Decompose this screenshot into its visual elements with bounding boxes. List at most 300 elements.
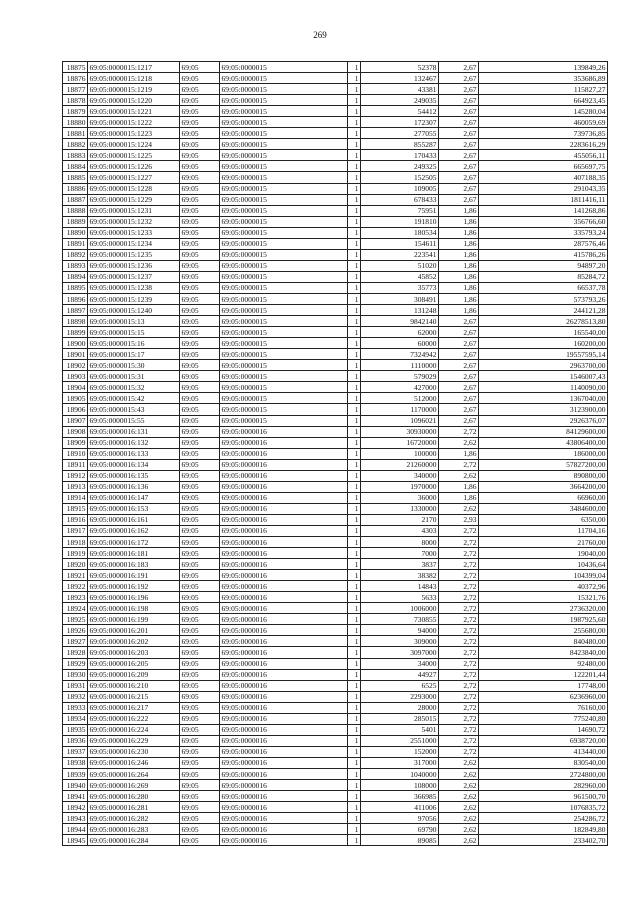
rate-cell: 1,86: [439, 260, 479, 271]
value-cell: 739736,85: [479, 128, 608, 139]
cadastral-number-cell: 69:05:0000016:210: [88, 680, 180, 691]
table-row: [63, 238, 608, 249]
area-cell: 4303: [361, 525, 439, 536]
area-cell: 131248: [361, 305, 439, 316]
area-cell: 2170: [361, 514, 439, 525]
area-cell: 36000: [361, 492, 439, 503]
quarter-code-cell: 69:05:0000016: [220, 647, 348, 658]
count-cell: 1: [348, 625, 361, 636]
area-cell: 678433: [361, 194, 439, 205]
rate-cell: 2,72: [439, 746, 479, 757]
cadastral-number-cell: 69:05:0000015:1235: [88, 249, 180, 260]
quarter-code-cell: 69:05:0000016: [220, 658, 348, 669]
area-cell: 6525: [361, 680, 439, 691]
rate-cell: 2,72: [439, 724, 479, 735]
district-code-cell: 69:05: [180, 360, 220, 371]
district-code-cell: 69:05: [180, 404, 220, 415]
cadastral-number-cell: 69:05:0000016:132: [88, 437, 180, 448]
area-cell: 249035: [361, 95, 439, 106]
row-number-cell: 18882: [63, 139, 88, 150]
rate-cell: 2,72: [439, 459, 479, 470]
cadastral-number-cell: 69:05:0000015:1233: [88, 227, 180, 238]
row-number-cell: 18930: [63, 669, 88, 680]
value-cell: 19040,00: [479, 548, 608, 559]
quarter-code-cell: 69:05:0000016: [220, 559, 348, 570]
quarter-code-cell: 69:05:0000015: [220, 205, 348, 216]
row-number-cell: 18945: [63, 835, 88, 846]
district-code-cell: 69:05: [180, 625, 220, 636]
value-cell: 66960,00: [479, 492, 608, 503]
table-row: [63, 305, 608, 316]
district-code-cell: 69:05: [180, 426, 220, 437]
row-number-cell: 18908: [63, 426, 88, 437]
area-cell: 5633: [361, 592, 439, 603]
count-cell: 1: [348, 448, 361, 459]
count-cell: 1: [348, 514, 361, 525]
district-code-cell: 69:05: [180, 669, 220, 680]
row-number-cell: 18881: [63, 128, 88, 139]
district-code-cell: 69:05: [180, 371, 220, 382]
area-cell: 8000: [361, 537, 439, 548]
cadastral-number-cell: 69:05:0000015:42: [88, 393, 180, 404]
table-row: [63, 647, 608, 658]
value-cell: 415786,26: [479, 249, 608, 260]
rate-cell: 2,72: [439, 636, 479, 647]
rate-cell: 2,62: [439, 780, 479, 791]
cadastral-number-cell: 69:05:0000015:1222: [88, 117, 180, 128]
quarter-code-cell: 69:05:0000016: [220, 780, 348, 791]
area-cell: 277055: [361, 128, 439, 139]
rate-cell: 2,62: [439, 757, 479, 768]
value-cell: 84129600,00: [479, 426, 608, 437]
quarter-code-cell: 69:05:0000015: [220, 338, 348, 349]
district-code-cell: 69:05: [180, 813, 220, 824]
table-row: [63, 282, 608, 293]
cadastral-number-cell: 69:05:0000015:32: [88, 382, 180, 393]
area-cell: 44927: [361, 669, 439, 680]
rate-cell: 2,72: [439, 669, 479, 680]
rate-cell: 2,67: [439, 161, 479, 172]
value-cell: 94897,20: [479, 260, 608, 271]
cadastral-number-cell: 69:05:0000015:1223: [88, 128, 180, 139]
quarter-code-cell: 69:05:0000015: [220, 382, 348, 393]
row-number-cell: 18884: [63, 161, 88, 172]
rate-cell: 2,62: [439, 470, 479, 481]
value-cell: 775240,80: [479, 713, 608, 724]
value-cell: 356766,60: [479, 216, 608, 227]
area-cell: 38382: [361, 570, 439, 581]
table-row: [63, 393, 608, 404]
rate-cell: 2,67: [439, 117, 479, 128]
count-cell: 1: [348, 393, 361, 404]
table-row: [63, 757, 608, 768]
cadastral-number-cell: 69:05:0000016:280: [88, 791, 180, 802]
count-cell: 1: [348, 537, 361, 548]
area-cell: 1096021: [361, 415, 439, 426]
value-cell: 26278513,80: [479, 316, 608, 327]
district-code-cell: 69:05: [180, 824, 220, 835]
district-code-cell: 69:05: [180, 503, 220, 514]
district-code-cell: 69:05: [180, 470, 220, 481]
value-cell: 335793,24: [479, 227, 608, 238]
cadastral-number-cell: 69:05:0000016:196: [88, 592, 180, 603]
count-cell: 1: [348, 161, 361, 172]
table-row: [63, 95, 608, 106]
row-number-cell: 18902: [63, 360, 88, 371]
row-number-cell: 18936: [63, 735, 88, 746]
table-row: [63, 570, 608, 581]
count-cell: 1: [348, 84, 361, 95]
value-cell: 1811416,11: [479, 194, 608, 205]
value-cell: 57827200,00: [479, 459, 608, 470]
cadastral-number-cell: 69:05:0000015:1232: [88, 216, 180, 227]
area-cell: 69790: [361, 824, 439, 835]
value-cell: 43806400,00: [479, 437, 608, 448]
area-cell: 1110000: [361, 360, 439, 371]
quarter-code-cell: 69:05:0000015: [220, 161, 348, 172]
district-code-cell: 69:05: [180, 139, 220, 150]
cadastral-number-cell: 69:05:0000016:246: [88, 757, 180, 768]
value-cell: 76160,00: [479, 702, 608, 713]
row-number-cell: 18943: [63, 813, 88, 824]
area-cell: 2293000: [361, 691, 439, 702]
value-cell: 2926376,07: [479, 415, 608, 426]
quarter-code-cell: 69:05:0000016: [220, 769, 348, 780]
rate-cell: 2,67: [439, 194, 479, 205]
quarter-code-cell: 69:05:0000016: [220, 713, 348, 724]
table-row: [63, 338, 608, 349]
district-code-cell: 69:05: [180, 702, 220, 713]
row-number-cell: 18932: [63, 691, 88, 702]
value-cell: 165540,00: [479, 327, 608, 338]
area-cell: 579029: [361, 371, 439, 382]
district-code-cell: 69:05: [180, 802, 220, 813]
cadastral-number-cell: 69:05:0000016:172: [88, 537, 180, 548]
table-row: [63, 548, 608, 559]
row-number-cell: 18878: [63, 95, 88, 106]
table-row: [63, 592, 608, 603]
rate-cell: 1,86: [439, 492, 479, 503]
cadastral-number-cell: 69:05:0000016:224: [88, 724, 180, 735]
count-cell: 1: [348, 205, 361, 216]
rate-cell: 1,86: [439, 448, 479, 459]
area-cell: 34000: [361, 658, 439, 669]
rate-cell: 2,62: [439, 791, 479, 802]
area-cell: 152505: [361, 172, 439, 183]
value-cell: 10436,64: [479, 559, 608, 570]
area-cell: 172307: [361, 117, 439, 128]
rate-cell: 1,86: [439, 227, 479, 238]
row-number-cell: 18875: [63, 62, 88, 73]
table-row: [63, 680, 608, 691]
row-number-cell: 18903: [63, 371, 88, 382]
area-cell: 512000: [361, 393, 439, 404]
rate-cell: 1,86: [439, 271, 479, 282]
rate-cell: 2,62: [439, 503, 479, 514]
cadastral-number-cell: 69:05:0000016:153: [88, 503, 180, 514]
district-code-cell: 69:05: [180, 305, 220, 316]
quarter-code-cell: 69:05:0000016: [220, 592, 348, 603]
value-cell: 104399,04: [479, 570, 608, 581]
area-cell: 51020: [361, 260, 439, 271]
table-row: [63, 470, 608, 481]
rate-cell: 2,72: [439, 735, 479, 746]
cadastral-number-cell: 69:05:0000015:1225: [88, 150, 180, 161]
count-cell: 1: [348, 603, 361, 614]
value-cell: 665697,75: [479, 161, 608, 172]
value-cell: 407188,35: [479, 172, 608, 183]
district-code-cell: 69:05: [180, 448, 220, 459]
cadastral-number-cell: 69:05:0000015:16: [88, 338, 180, 349]
cadastral-number-cell: 69:05:0000016:230: [88, 746, 180, 757]
value-cell: 85284,72: [479, 271, 608, 282]
row-number-cell: 18929: [63, 658, 88, 669]
table-row: [63, 769, 608, 780]
quarter-code-cell: 69:05:0000015: [220, 194, 348, 205]
district-code-cell: 69:05: [180, 216, 220, 227]
area-cell: 28000: [361, 702, 439, 713]
count-cell: 1: [348, 824, 361, 835]
value-cell: 2963700,00: [479, 360, 608, 371]
area-cell: 152000: [361, 746, 439, 757]
area-cell: 1040000: [361, 769, 439, 780]
table-row: [63, 813, 608, 824]
table-row: [63, 525, 608, 536]
rate-cell: 2,72: [439, 680, 479, 691]
count-cell: 1: [348, 194, 361, 205]
area-cell: 3837: [361, 559, 439, 570]
district-code-cell: 69:05: [180, 205, 220, 216]
table-row: [63, 426, 608, 437]
cadastral-number-cell: 69:05:0000016:205: [88, 658, 180, 669]
table-row: [63, 172, 608, 183]
area-cell: 97056: [361, 813, 439, 824]
district-code-cell: 69:05: [180, 316, 220, 327]
cadastral-number-cell: 69:05:0000015:1220: [88, 95, 180, 106]
row-number-cell: 18922: [63, 581, 88, 592]
district-code-cell: 69:05: [180, 150, 220, 161]
district-code-cell: 69:05: [180, 95, 220, 106]
count-cell: 1: [348, 150, 361, 161]
quarter-code-cell: 69:05:0000016: [220, 636, 348, 647]
row-number-cell: 18891: [63, 238, 88, 249]
rate-cell: 2,67: [439, 84, 479, 95]
cadastral-number-cell: 69:05:0000015:1238: [88, 282, 180, 293]
area-cell: 9842140: [361, 316, 439, 327]
value-cell: 115827,27: [479, 84, 608, 95]
table-row: [63, 537, 608, 548]
value-cell: 460059,69: [479, 117, 608, 128]
district-code-cell: 69:05: [180, 62, 220, 73]
cadastral-number-cell: 69:05:0000016:192: [88, 581, 180, 592]
value-cell: 160200,00: [479, 338, 608, 349]
count-cell: 1: [348, 746, 361, 757]
cadastral-number-cell: 69:05:0000015:1224: [88, 139, 180, 150]
cadastral-number-cell: 69:05:0000016:134: [88, 459, 180, 470]
row-number-cell: 18931: [63, 680, 88, 691]
value-cell: 17748,00: [479, 680, 608, 691]
table-row: [63, 625, 608, 636]
value-cell: 413440,00: [479, 746, 608, 757]
table-row: [63, 227, 608, 238]
value-cell: 122201,44: [479, 669, 608, 680]
cadastral-number-cell: 69:05:0000016:191: [88, 570, 180, 581]
row-number-cell: 18935: [63, 724, 88, 735]
value-cell: 291043,35: [479, 183, 608, 194]
cadastral-number-cell: 69:05:0000015:1219: [88, 84, 180, 95]
row-number-cell: 18898: [63, 316, 88, 327]
area-cell: 16720000: [361, 437, 439, 448]
rate-cell: 2,72: [439, 525, 479, 536]
quarter-code-cell: 69:05:0000015: [220, 216, 348, 227]
table-row: [63, 62, 608, 73]
area-cell: 108000: [361, 780, 439, 791]
row-number-cell: 18914: [63, 492, 88, 503]
district-code-cell: 69:05: [180, 570, 220, 581]
quarter-code-cell: 69:05:0000016: [220, 603, 348, 614]
row-number-cell: 18880: [63, 117, 88, 128]
count-cell: 1: [348, 757, 361, 768]
table-row: [63, 746, 608, 757]
district-code-cell: 69:05: [180, 757, 220, 768]
quarter-code-cell: 69:05:0000015: [220, 371, 348, 382]
row-number-cell: 18906: [63, 404, 88, 415]
table-row: [63, 106, 608, 117]
area-cell: 132467: [361, 73, 439, 84]
district-code-cell: 69:05: [180, 183, 220, 194]
cadastral-number-cell: 69:05:0000016:203: [88, 647, 180, 658]
district-code-cell: 69:05: [180, 537, 220, 548]
area-cell: 89085: [361, 835, 439, 846]
quarter-code-cell: 69:05:0000015: [220, 316, 348, 327]
rate-cell: 2,67: [439, 106, 479, 117]
district-code-cell: 69:05: [180, 724, 220, 735]
district-code-cell: 69:05: [180, 559, 220, 570]
count-cell: 1: [348, 260, 361, 271]
cadastral-number-cell: 69:05:0000015:15: [88, 327, 180, 338]
count-cell: 1: [348, 636, 361, 647]
count-cell: 1: [348, 548, 361, 559]
count-cell: 1: [348, 769, 361, 780]
count-cell: 1: [348, 360, 361, 371]
area-cell: 249325: [361, 161, 439, 172]
cadastral-number-cell: 69:05:0000016:264: [88, 769, 180, 780]
value-cell: 233402,70: [479, 835, 608, 846]
district-code-cell: 69:05: [180, 271, 220, 282]
cadastral-number-cell: 69:05:0000015:30: [88, 360, 180, 371]
cadastral-number-cell: 69:05:0000016:131: [88, 426, 180, 437]
rate-cell: 2,72: [439, 570, 479, 581]
quarter-code-cell: 69:05:0000015: [220, 393, 348, 404]
cadastral-number-cell: 69:05:0000015:1237: [88, 271, 180, 282]
area-cell: 100000: [361, 448, 439, 459]
district-code-cell: 69:05: [180, 73, 220, 84]
row-number-cell: 18940: [63, 780, 88, 791]
quarter-code-cell: 69:05:0000016: [220, 537, 348, 548]
district-code-cell: 69:05: [180, 603, 220, 614]
rate-cell: 2,67: [439, 327, 479, 338]
rate-cell: 2,72: [439, 614, 479, 625]
value-cell: 1987925,60: [479, 614, 608, 625]
area-cell: 5401: [361, 724, 439, 735]
quarter-code-cell: 69:05:0000015: [220, 139, 348, 150]
area-cell: 154611: [361, 238, 439, 249]
row-number-cell: 18913: [63, 481, 88, 492]
cadastral-number-cell: 69:05:0000015:1228: [88, 183, 180, 194]
count-cell: 1: [348, 216, 361, 227]
quarter-code-cell: 69:05:0000016: [220, 702, 348, 713]
area-cell: 62000: [361, 327, 439, 338]
district-code-cell: 69:05: [180, 592, 220, 603]
table-row: [63, 415, 608, 426]
page-number: 269: [313, 30, 327, 40]
value-cell: 1076835,72: [479, 802, 608, 813]
area-cell: 75951: [361, 205, 439, 216]
rate-cell: 2,72: [439, 691, 479, 702]
area-cell: 730855: [361, 614, 439, 625]
district-code-cell: 69:05: [180, 835, 220, 846]
district-code-cell: 69:05: [180, 780, 220, 791]
cadastral-number-cell: 69:05:0000016:199: [88, 614, 180, 625]
row-number-cell: 18911: [63, 459, 88, 470]
row-number-cell: 18933: [63, 702, 88, 713]
area-cell: 35773: [361, 282, 439, 293]
row-number-cell: 18927: [63, 636, 88, 647]
value-cell: 92480,00: [479, 658, 608, 669]
quarter-code-cell: 69:05:0000015: [220, 349, 348, 360]
count-cell: 1: [348, 647, 361, 658]
cadastral-number-cell: 69:05:0000016:135: [88, 470, 180, 481]
table-row: [63, 360, 608, 371]
cadastral-number-cell: 69:05:0000016:147: [88, 492, 180, 503]
quarter-code-cell: 69:05:0000016: [220, 570, 348, 581]
value-cell: 6236960,00: [479, 691, 608, 702]
value-cell: 141268,86: [479, 205, 608, 216]
quarter-code-cell: 69:05:0000015: [220, 415, 348, 426]
value-cell: 2283616,29: [479, 139, 608, 150]
rate-cell: 2,67: [439, 415, 479, 426]
cadastral-number-cell: 69:05:0000016:162: [88, 525, 180, 536]
area-cell: 60000: [361, 338, 439, 349]
quarter-code-cell: 69:05:0000016: [220, 514, 348, 525]
rate-cell: 2,67: [439, 150, 479, 161]
quarter-code-cell: 69:05:0000016: [220, 503, 348, 514]
cadastral-number-cell: 69:05:0000015:17: [88, 349, 180, 360]
area-cell: 30930000: [361, 426, 439, 437]
row-number-cell: 18921: [63, 570, 88, 581]
row-number-cell: 18879: [63, 106, 88, 117]
value-cell: 6350,00: [479, 514, 608, 525]
row-number-cell: 18924: [63, 603, 88, 614]
cadastral-number-cell: 69:05:0000016:229: [88, 735, 180, 746]
table-row: [63, 669, 608, 680]
quarter-code-cell: 69:05:0000016: [220, 746, 348, 757]
rate-cell: 2,72: [439, 658, 479, 669]
table-row: [63, 514, 608, 525]
cadastral-number-cell: 69:05:0000015:1229: [88, 194, 180, 205]
row-number-cell: 18876: [63, 73, 88, 84]
value-cell: 961500,70: [479, 791, 608, 802]
area-cell: 340000: [361, 470, 439, 481]
count-cell: 1: [348, 227, 361, 238]
district-code-cell: 69:05: [180, 735, 220, 746]
quarter-code-cell: 69:05:0000015: [220, 404, 348, 415]
cadastral-number-cell: 69:05:0000015:1236: [88, 260, 180, 271]
value-cell: 2736320,00: [479, 603, 608, 614]
row-number-cell: 18944: [63, 824, 88, 835]
count-cell: 1: [348, 106, 361, 117]
quarter-code-cell: 69:05:0000015: [220, 260, 348, 271]
